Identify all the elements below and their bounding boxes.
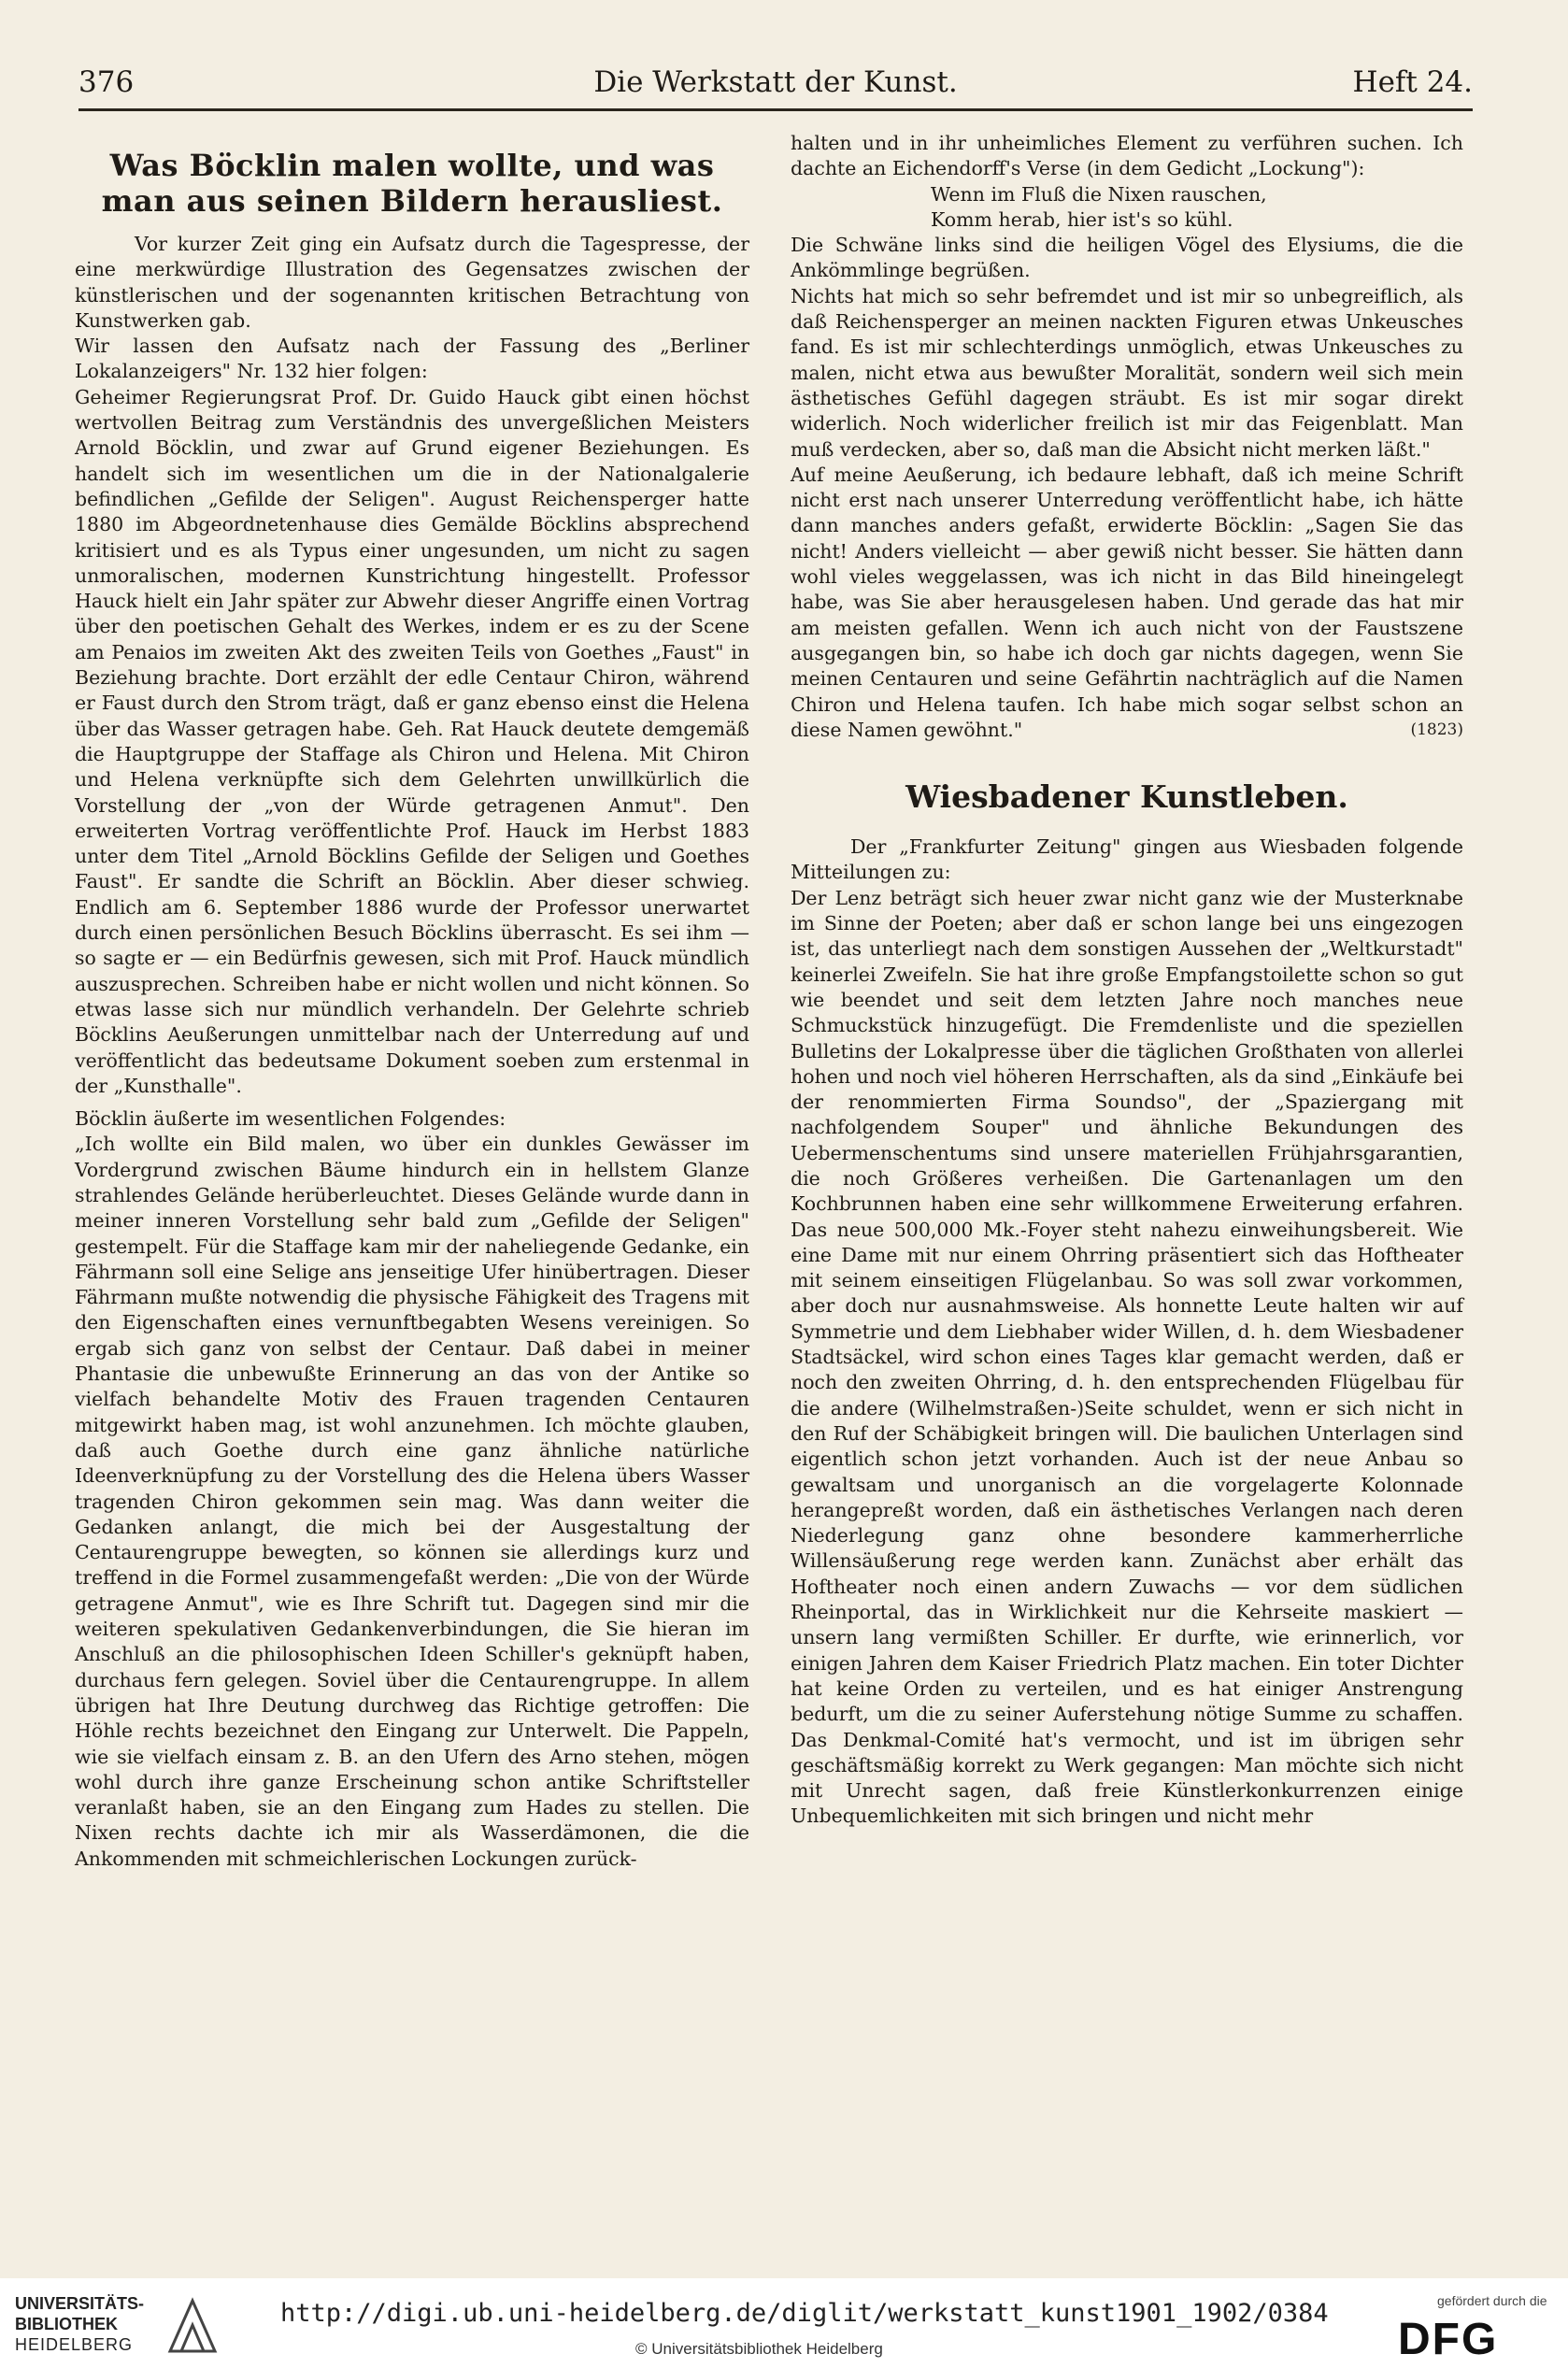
left-column <box>75 131 749 1872</box>
paragraph: Geheimer Regierungsrat Prof. Dr. Guido Hauck gibt einen höchst wertvollen Beitrag zum Verständnis des unvergeßlichen Meisters Arnold Böcklin, und zwar auf Grund eigener Beziehungen. Es handelt sich im wesentlichen um die in der Nationalgalerie befindlichen „Gefilde der Seligen". August Reichensperger hatte 1880 im Abgeordnetenhause dies Gemälde Böcklins absprechend kritisiert und es als Typus einer ungesunden, um nicht zu sagen unmoralischen, modernen Kunstrichtung hingestellt. Professor Hauck hielt ein Jahr später zur Abwehr dieser Angriffe einen Vortrag über den poetischen Gehalt des Werkes, indem er es zu der Scene am Penaios im zweiten Akt des zweiten Teils von Goethes „Faust" in Beziehung brachte. Dort erzählt der edle Centaur Chiron, während er Faust durch den Strom trägt, daß er ganz ebenso einst die Helena über das Wasser getragen habe. Geh. Rat Hauck deutete demgemäß die Hauptgruppe der Staffage als Chiron und Helena. Mit Chiron und Helena verknüpfte sich dem Gelehrten unwillkürlich die Vorstellung der „von der Würde getragenen Anmut". Den erweiterten Vortrag veröffentlichte Prof. Hauck im Herbst 1883 unter dem Titel „Arnold Böcklins Gefilde der Seligen und Goethes Faust". Er sandte die Schrift an Böcklin. Aber dieser schwieg. Endlich am 6. September 1886 wurde der Professor unerwartet durch einen persönlichen Besuch Böcklins überrascht. Es sei ihm — so sagte er — ein Bedürfnis gewesen, sich mit Prof. Hauck mündlich auszusprechen. Schreiben habe er nicht wollen und nicht können. So etwas lasse sich nur mündlich verhandeln. Der Gelehrte schrieb Böcklins Aeußerungen unmittelbar nach der Unterredung auf und veröffentlicht das bedeutsame Dokument soeben zum erstenmal in der „Kunsthalle". <box>75 385 749 1097</box>
paragraph: Die Schwäne links sind die heiligen Vögel des Elysiums, die die Ankömmlinge begrüßen. <box>791 234 1463 282</box>
library-name-line1: UNIVERSITÄTS- <box>15 2294 145 2313</box>
library-logo <box>15 2293 230 2359</box>
paragraph: „Ich wollte ein Bild malen, wo über ein dunkles Gewässer im Vordergrund zwischen Bäume hindurch ein in hellstem Glanze strahlendes Gelände herüberleuchtet. Dieses Gelände wurde dann in meiner inneren Vorstellung sehr bald zum „Gefilde der Seligen" gestempelt. Für die Staffage kam mir der naheliegende Gedanke, ein Fährmann soll eine Selige ans jenseitige Ufer hinübertragen. Dieser Fährmann mußte notwendig die physische Fähigkeit des Tragens mit den Eigenschaften eines vernunftbegabten Wesens vereinigen. So ergab sich ganz von selbst der Centaur. Daß dabei in meiner Phantasie die unbewußte Erinnerung an das von der Antike so vielfach behandelte Motiv des Frauen tragenden Centauren mitgewirkt haben mag, ist wohl anzunehmen. Ich möchte glauben, daß auch Goethe durch eine ganz ähnliche natürliche Ideenverknüpfung zu der Vorstellung des die Helena übers Wasser tragenden Chiron gekommen sein mag. Was dann weiter die Gedanken anlangt, die mich bei der Ausgestaltung der Centaurengruppe bewegten, so können sie allerdings kurz und treffend in die Formel zusammengefaßt werden: „Die von der Würde getragene Anmut", wie es Ihre Schrift tut. Dagegen sind mir die weiteren spekulativen Gedankenverbindungen, die Sie hieran im Anschluß an die philosophischen Ideen Schiller's geknüpft haben, durchaus fern gelegen. Soviel über die Centaurengruppe. In allem übrigen hat Ihre Deutung durchweg das Richtige getroffen: Die Höhle rechts bezeichnet den Eingang zur Unterwelt. Die Pappeln, wie sie vielfach einsam z. B. an den Ufern des Arno stehen, mögen wohl durch ihre ganze Erscheinung schon antike Schriftsteller veranlaßt haben, sie an den Eingang zum Hades zu stellen. Die Nixen rechts dachte ich mir als Wasserdämonen, die die Ankommenden mit schmeichlerischen Lockungen zurück- <box>75 1133 749 1870</box>
paragraph: halten und in ihr unheimliches Element zu verführen suchen. Ich dachte an Eichendorff's Verse (in dem Gedicht „Lockung"): <box>791 132 1463 180</box>
library-name-line3: HEIDELBERG <box>15 2335 134 2354</box>
paragraph <box>791 463 1463 743</box>
page-number: 376 <box>78 65 135 99</box>
header-rule <box>78 108 1473 111</box>
article-title-2: Wiesbadener Kunstleben. <box>905 778 1348 816</box>
article-title: Was Böcklin malen wollte, und was man aus seinen Bildern herausliest. <box>101 148 723 219</box>
library-name-line2: BIBLIOTHEK <box>15 2315 118 2333</box>
journal-title: Die Werkstatt der Kunst. <box>593 65 958 99</box>
funding-caption: gefördert durch die <box>1437 2293 1547 2308</box>
issue-number: Heft 24. <box>1352 65 1473 99</box>
paragraph: Böcklin äußerte im wesentlichen Folgendes: <box>75 1107 506 1131</box>
running-header <box>78 62 1473 108</box>
footer-bar <box>0 2278 1568 2368</box>
copyright-notice: © Universitätsbibliothek Heidelberg <box>635 2340 883 2358</box>
paragraph: Vor kurzer Zeit ging ein Aufsatz durch die Tagespresse, der eine merkwürdige Illustration des Gegensatzes zwischen der künstlerischen und der sogenannten kritischen Betrachtung von Kunstwerken gab. <box>75 233 749 332</box>
paragraph: Wir lassen den Aufsatz nach der Fassung des „Berliner Lokalanzeigers" Nr. 132 hier folgen: <box>75 335 749 383</box>
library-emblem-icon <box>164 2297 221 2355</box>
verse-line: Komm herab, hier ist's so kühl. <box>931 207 1233 231</box>
permalink-url[interactable]: http://digi.ub.uni-heidelberg.de/diglit/werkstatt_kunst1901_1902/0384 <box>280 2299 1329 2328</box>
dfg-logo: DFG <box>1398 2315 1499 2364</box>
paragraph-text: Auf meine Aeußerung, ich bedaure lebhaft, daß ich meine Schrift nicht erst nach unserer Unterredung veröffentlicht habe, ich hätte dann manches anders gefaßt, erwiderte Böcklin: „Sagen Sie das nicht! Anders vielleicht — aber gewiß nicht besser. Sie hätten dann wohl vieles weggelassen, was ich nicht in das Bild hineingelegt habe, was Sie aber herausgelesen haben. Und gerade das hat mir am meisten gefallen. Wenn ich auch nicht von der Faustszene ausgegangen bin, so habe ich doch gar nichts dagegen, wenn Sie meinen Centauren und seine Gefährtin nachträglich auf die Namen Chiron und Helena taufen. Ich habe mich sogar selbst schon an diese Namen gewöhnt." <box>791 463 1463 741</box>
right-column <box>791 131 1463 1830</box>
reference-number: (1823) <box>1410 720 1463 739</box>
paragraph: Nichts hat mich so sehr befremdet und ist mir so unbegreiflich, als daß Reichensperger an meinen nackten Figuren etwas Unkeusches fand. Es ist mir schlechterdings unmöglich, etwas Unkeusches zu malen, nicht etwa aus bewußter Moralität, sondern weil sich mein ästhetisches Gefühl dagegen sträubt. Es ist mir sogar direkt widerlich. Noch widerlicher freilich ist mir das Feigenblatt. Man muß verdecken, aber so, daß man die Absicht nicht merken läßt." <box>791 284 1463 461</box>
verse-line: Wenn im Fluß die Nixen rauschen, <box>931 182 1267 206</box>
paragraph: Der „Frankfurter Zeitung" gingen aus Wiesbaden folgende Mitteilungen zu: <box>791 835 1463 884</box>
paragraph: Der Lenz beträgt sich heuer zwar nicht ganz wie der Musterknabe im Sinne der Poeten; aber daß er schon lange bei uns eingezogen ist, das unterliegt nach dem sonstigen Aussehen der „Weltkurstadt" keinerlei Zweifeln. Sie hat ihre große Empfangstoilette schon so gut wie beendet und seit dem letzten Jahre noch manches neue Schmuckstück hinzugefügt. Die Fremdenliste und die speziellen Bulletins der Lokalpresse über die täglichen Großthaten von allerlei hohen und noch viel höheren Herrschaften, als da sind „Einkäufe bei der renommierten Firma Soundso", der „Spaziergang mit nachfolgendem Souper" und ähnliche Bekundungen des Uebermenschentums sind unsere materiellen Frühjahrsgarantien, die noch Größeres verheißen. Die Gartenanlagen um den Kochbrunnen haben eine sehr willkommene Erweiterung erfahren. Das neue 500,000 Mk.-Foyer steht nahezu einweihungsbereit. Wie eine Dame mit nur einem Ohrring präsentiert sich das Hoftheater mit seinem einseitigen Flügelanbau. So was soll zwar vorkommen, aber doch nur ausnahmsweise. Als honnette Leute halten wir auf Symmetrie und dem Liebhaber wider Willen, d. h. dem Wiesbadener Stadtsäckel, wird schon eines Tages klar gemacht werden, daß er noch den zweiten Ohrring, d. h. den entsprechenden Flügelbau für die andere (Wilhelmstraßen-)Seite schuldet, wenn er sich nicht in den Ruf der Schäbigkeit bringen will. Die baulichen Unterlagen sind eigentlich schon jetzt vorhanden. Auch ist der neue Anbau so gewaltsam und unorganisch an die vorgelagerte Kolonnade herangepreßt worden, daß ein ästhetisches Verlangen nach deren Niederlegung ganz ohne besondere kammerherrliche Willensäußerung rege werden kann. Zunächst aber erhält das Hoftheater noch einen andern Zuwachs — vor dem südlichen Rheinportal, das in Wirklichkeit nur die Kehrseite maskiert — unsern lang vermißten Schiller. Er durfte, wie erinnerlich, vor einigen Jahren dem Kaiser Friedrich Platz machen. Ein toter Dichter hat keine Orden zu verteilen, und es hat einiger Anstrengung bedurft, um die zu seiner Auferstehung nötige Summe zu schaffen. Das Denkmal-Comité hat's vermocht, und ist im übrigen sehr geschäftsmäßig korrekt zu Werk gegangen: Man möchte sich nicht mit Unrecht sagen, daß freie Künstlerkonkurrenzen einige Unbequemlichkeiten mit sich bringen und nicht mehr <box>791 886 1463 1828</box>
